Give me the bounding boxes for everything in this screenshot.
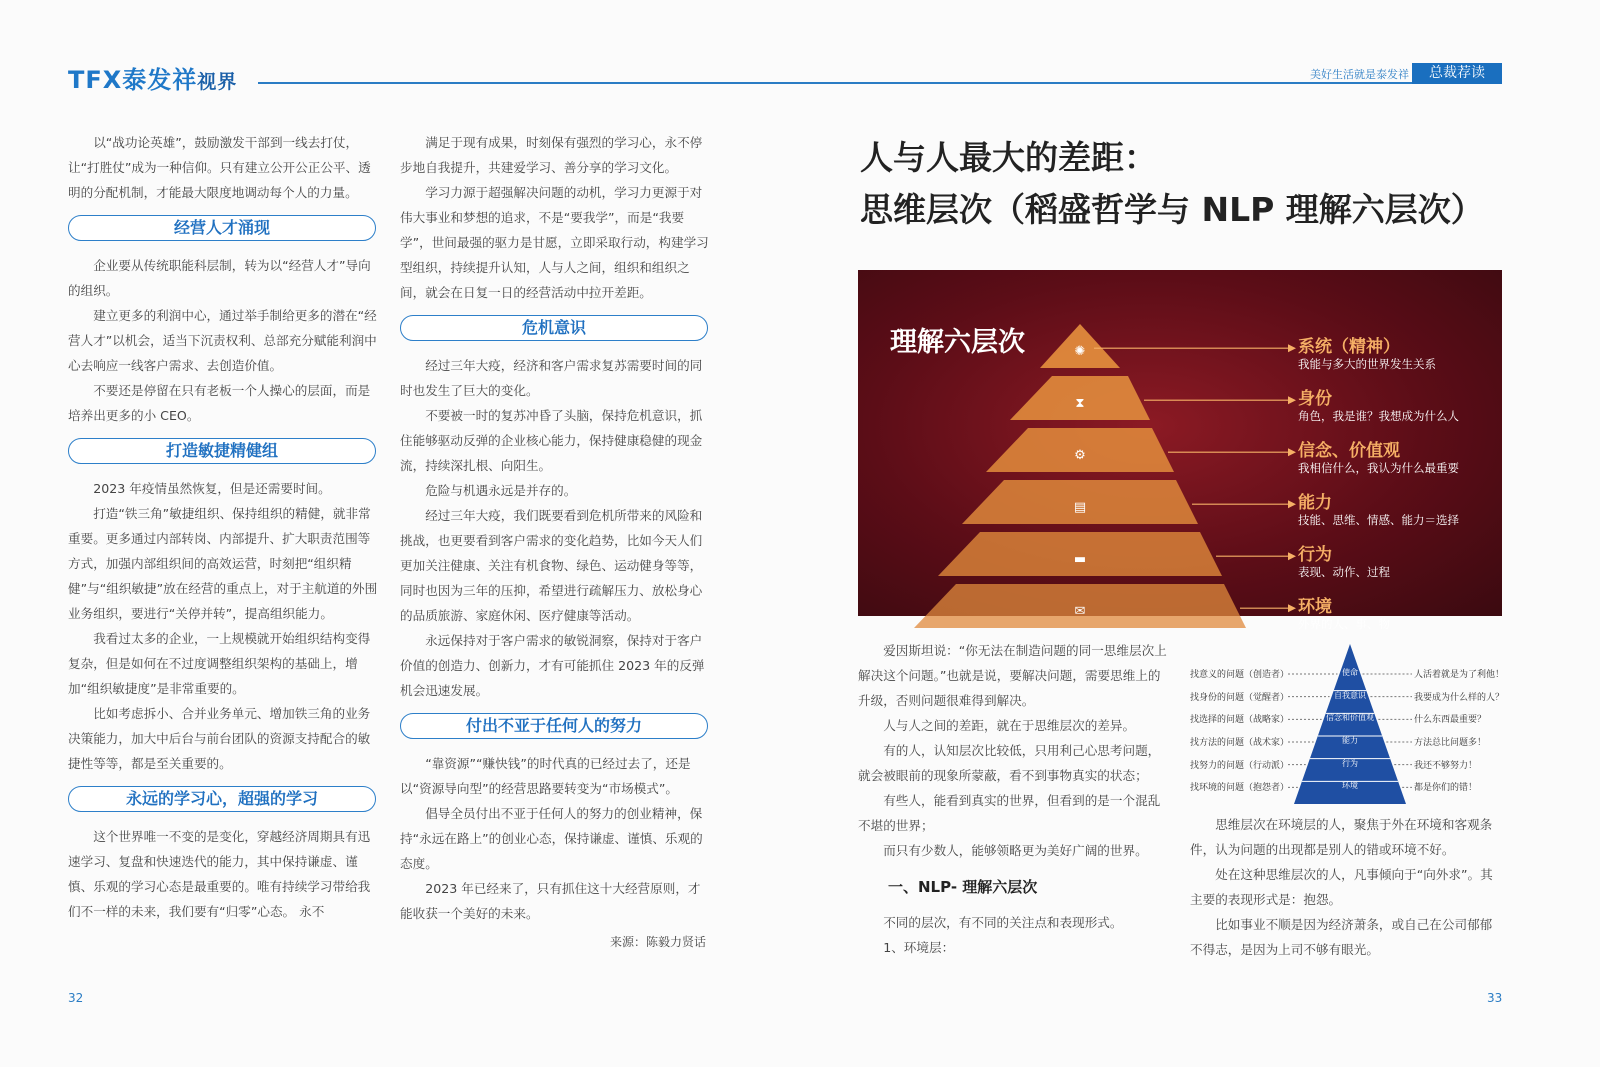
level-question: 找努力的问题（行动派）: [1190, 760, 1290, 771]
paragraph: 2023 年疫情虽然恢复，但是还需要时间。: [93, 481, 331, 496]
paragraph: 倡导全员付出不亚于任何人的努力的创业精神，保持“永远在路上”的创业心态，保持谦虚、谨慎、乐观的态度。: [400, 806, 703, 871]
article-title-line1: 人与人最大的差距：: [860, 138, 1157, 177]
right-page-column-1: [858, 638, 1172, 960]
section-heading: 经营人才涌现: [68, 215, 376, 241]
paragraph: 经过三年大疫，经济和客户需求复苏需要时间的同时也发生了巨大的变化。: [400, 358, 703, 398]
level-description: 角色，我是谁？我想成为什么人: [1298, 409, 1459, 424]
article-title-line2: 思维层次（稻盛哲学与 NLP 理解六层次）: [860, 190, 1484, 229]
level-answer: 方法总比问题多！: [1414, 738, 1487, 748]
banner-title: 理解六层次: [890, 327, 1025, 358]
section-heading: 付出不亚于任何人的努力: [400, 713, 708, 739]
paragraph: 比如考虑拆小、合并业务单元、增加铁三角的业务决策能力，加大中后台与前台团队的资源支持配合的敏捷性等等，都是至关重要的。: [68, 706, 371, 771]
header-slogan: 美好生活就是泰发祥: [1310, 68, 1409, 81]
level-name: 能力: [1298, 493, 1332, 514]
paragraph: 建立更多的利润中心，通过举手制给更多的潜在“经营人才”以机会，适当下沉责权利、总部充分赋能利润中心去响应一线客户需求、去创造价值。: [68, 308, 377, 373]
level-label: 能力: [1342, 736, 1358, 745]
level-label: 环境: [1342, 781, 1358, 791]
level-answer: 我还不够努力！: [1414, 760, 1478, 771]
level-question: 找意义的问题（创造者）: [1190, 670, 1290, 680]
paragraph: 这个世界唯一不变的是变化，穿越经济周期具有迅速学习、复盘和快速迭代的能力，其中保持谦虚、谨慎、乐观的学习心态是最重要的。唯有持续学习带给我们不一样的未来，我们要有“归零”心态。 永不: [68, 829, 371, 919]
paragraph: 有些人，能看到真实的世界，但看到的是一个混乱不堪的世界；: [858, 793, 1161, 833]
logo-main: TFX泰发祥: [68, 66, 198, 94]
paragraph: 不同的层次，有不同的关注点和表现形式。: [883, 915, 1123, 930]
arrow-icon: [1288, 552, 1296, 560]
gears-icon: ⚙: [1074, 447, 1086, 463]
paragraph: 经过三年大疫，我们既要看到危机所带来的风险和挑战，也更要看到客户需求的变化趋势，比如今天人们更加关注健康、关注有机食物、绿色、运动健身等等，同时也因为三年的压抑，希望进行疏解压力、放松身心的品质旅游、家庭休闲、医疗健康等活动。: [400, 508, 703, 623]
paragraph: “靠资源”“赚快钱”的时代真的已经过去了，还是以“资源导向型”的经营思路要转变为“市场模式”。: [400, 756, 691, 796]
section-heading: 永远的学习心，超强的学习: [68, 786, 376, 812]
lightbulb-icon: ✺: [1074, 343, 1086, 359]
hourglass-icon: ⧗: [1075, 395, 1085, 411]
level-name: 身份: [1298, 389, 1332, 410]
level-name: 系统（精神）: [1298, 337, 1400, 358]
header-rule: [258, 82, 1502, 84]
paragraph: 比如事业不顺是因为经济萧条，或自己在公司郁郁不得志，是因为上司不够有眼光。: [1190, 917, 1493, 957]
paragraph: 2023 年已经来了，只有抓住这十大经营原则，才能收获一个美好的未来。: [400, 881, 701, 921]
level-answer: 都是你们的错！: [1414, 783, 1478, 794]
paragraph: 人与人之间的差距，就在于思维层次的差异。: [883, 718, 1136, 733]
article-source: 来源：陈毅力贤话: [609, 935, 706, 949]
paragraph: 永远保持对于客户需求的敏锐洞察，保持对于客户价值的创造力、创新力，才有可能抓住 2023 年的反弹机会迅速发展。: [400, 633, 705, 698]
paragraph: 1、环境层：: [883, 940, 955, 955]
section-heading: 危机意识: [400, 315, 708, 341]
paragraph: 爱因斯坦说：“你无法在制造问题的同一思维层次上解决这个问题。”也就是说，要解决问题，需要思维上的升级，否则问题很难得到解决。: [858, 643, 1167, 708]
paragraph: 危险与机遇永远是并存的。: [425, 483, 577, 498]
document-icon: ▤: [1073, 499, 1087, 515]
level-name: 信念、价值观: [1298, 441, 1400, 462]
six-levels-banner: [858, 270, 1502, 632]
left-page-column-2: [400, 130, 710, 955]
folder-icon: ▬: [1073, 551, 1087, 567]
level-answer: 我要成为什么样的人？: [1414, 692, 1505, 703]
left-page-column-1: [68, 130, 378, 924]
arrow-icon: [1288, 604, 1296, 612]
paragraph: 以“战功论英雄”，鼓励激发干部到一线去打仗，让“打胜仗”成为一种信仰。只有建立公开公正公平、透明的分配机制，才能最大限度地调动每个人的力量。: [68, 135, 371, 200]
magazine-logo: [68, 60, 237, 95]
level-description: 技能、思维、情感、能力＝选择: [1298, 513, 1459, 528]
paragraph: 有的人，认知层次比较低，只用利己心思考问题，就会被眼前的现象所蒙蔽，看不到事物真实的状态；: [858, 743, 1161, 783]
envelope-icon: ✉: [1074, 603, 1086, 619]
level-label: 使命: [1342, 668, 1358, 677]
level-label: 信念和价值观: [1326, 713, 1374, 723]
level-question: 找环境的问题（抱怨者）: [1190, 783, 1290, 794]
level-label: 行为: [1342, 758, 1358, 768]
paragraph: 打造“铁三角”敏捷组织、保持组织的精健，就非常重要。更多通过内部转岗、内部提升、扩大职责范围等方式，加强内部组织间的高效运营，时刻把“组织精健”与“组织敏捷”放在经营的重点上，对于主航道的外围业务组织，要进行“关停并转”，提高组织能力。: [68, 506, 378, 621]
arrow-icon: [1288, 396, 1296, 404]
paragraph: 企业要从传统职能科层制，转为以“经营人才”导向的组织。: [68, 258, 371, 298]
level-description: 表现、动作、过程: [1298, 565, 1390, 580]
level-name: 环境: [1298, 597, 1332, 618]
article-title: [860, 132, 1484, 236]
paragraph: 学习力源于超强解决问题的动机，学习力更源于对伟大事业和梦想的追求，不是“要我学”，而是“我要学”，世间最强的驱力是甘愿，立即采取行动，构建学习型组织，持续提升认知，人与人之间，组织和组织之间，就会在日复一日的经营活动中拉开差距。: [400, 185, 709, 300]
logo-sub: 视界: [197, 71, 238, 93]
level-description: 外界的人、事、物: [1298, 617, 1390, 632]
level-question: 找方法的问题（战术家）: [1190, 738, 1290, 748]
level-question: 找选择的问题（战略家）: [1190, 715, 1290, 726]
right-page-column-2: [1190, 812, 1502, 962]
paragraph: 满足于现有成果，时刻保有强烈的学习心，永不停步地自我提升，共建爱学习、善分享的学习文化。: [400, 135, 703, 175]
level-name: 行为: [1298, 545, 1332, 566]
section-tag: 总裁荐读: [1412, 63, 1502, 84]
level-label: 自我意识: [1334, 690, 1366, 700]
thinking-levels-diagram: [1190, 640, 1505, 810]
level-description: 我相信什么，我认为什么最重要: [1298, 461, 1459, 476]
banner-pyramid: [858, 270, 1502, 619]
section-heading: 打造敏捷精健组: [68, 438, 376, 464]
arrow-icon: [1288, 448, 1296, 456]
page-number-right: 33: [1487, 991, 1503, 1005]
paragraph: 处在这种思维层次的人，凡事倾向于“向外求”。其主要的表现形式是：抱怨。: [1190, 867, 1493, 907]
paragraph: 思维层次在环境层的人，聚焦于外在环境和客观条件，认为问题的出现都是别人的错或环境不好。: [1190, 817, 1493, 857]
level-answer: 什么东西最重要？: [1414, 715, 1487, 726]
paragraph: 而只有少数人，能够领略更为美好广阔的世界。: [883, 843, 1148, 858]
level-description: 我能与多大的世界发生关系: [1298, 357, 1436, 372]
paragraph: 不要还是停留在只有老板一个人操心的层面，而是培养出更多的小 CEO。: [68, 383, 371, 423]
arrow-icon: [1288, 344, 1296, 352]
page-number-left: 32: [68, 991, 84, 1005]
paragraph: 不要被一时的复苏冲昏了头脑，保持危机意识，抓住能够驱动反弹的企业核心能力，保持健康稳健的现金流，持续深扎根、向阳生。: [400, 408, 703, 473]
level-question: 找身份的问题（觉醒者）: [1190, 692, 1290, 703]
paragraph: 我看过太多的企业，一上规模就开始组织结构变得复杂，但是如何在不过度调整组织架构的基础上，增加“组织敏捷度”是非常重要的。: [68, 631, 371, 696]
arrow-icon: [1288, 500, 1296, 508]
level-answer: 人活着就是为了利他！: [1414, 670, 1505, 680]
subheading: 一、NLP- 理解六层次: [888, 878, 1038, 896]
